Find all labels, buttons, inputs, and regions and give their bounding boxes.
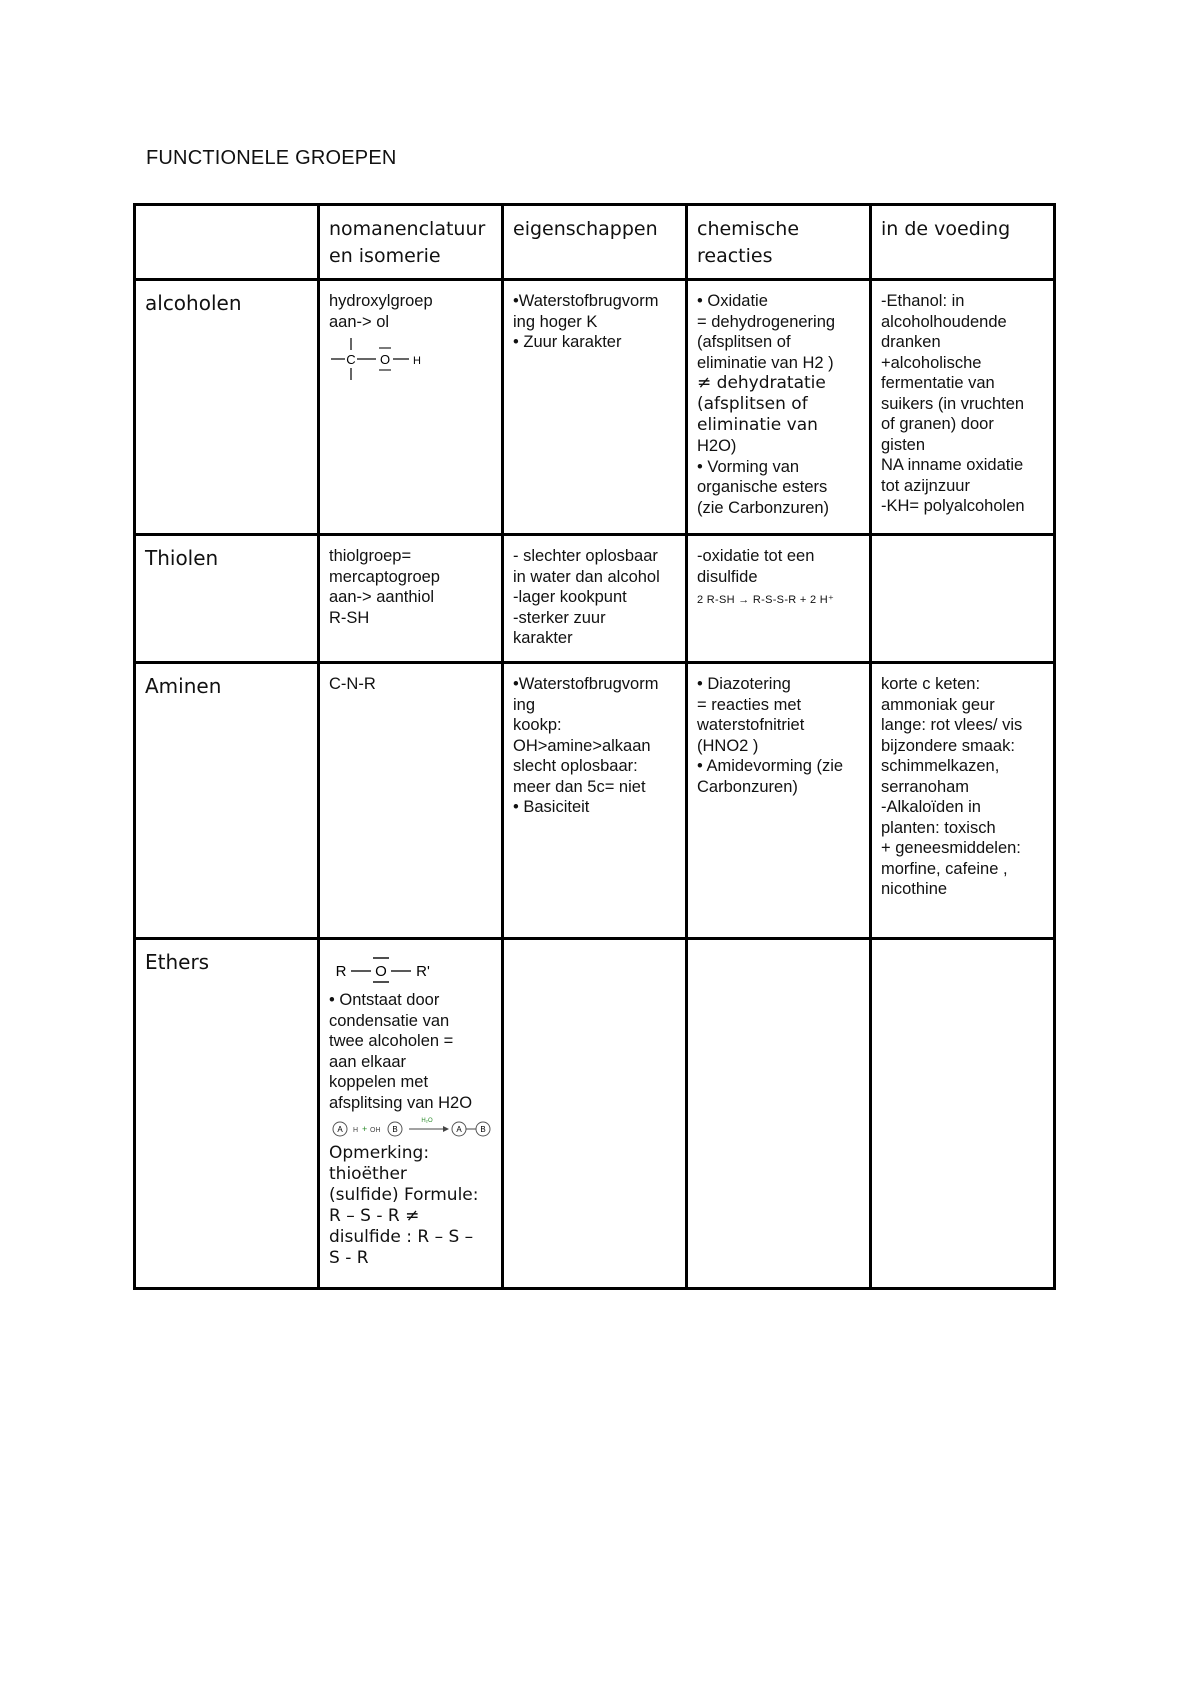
reactions-cell [687, 535, 871, 663]
formula-text: O [375, 963, 387, 980]
cell-text: (zie Carbonzuren) [697, 498, 830, 517]
cell-text: -Ethanol: in [881, 292, 965, 310]
cell-text: -lager kookpunt [513, 588, 627, 606]
header-nomenclature [319, 205, 503, 280]
properties-cell [503, 939, 687, 1289]
cell-text: aan elkaar [329, 1052, 407, 1071]
table-row [135, 939, 1055, 1289]
cell-text: OH>amine>alkaan [513, 736, 651, 755]
cell-text: = reacties met [697, 695, 802, 714]
properties-cell [503, 280, 687, 535]
nomenclature-cell [319, 280, 503, 535]
cell-text: gisten [881, 435, 926, 454]
cell-text: Opmerking: [329, 1143, 430, 1163]
header-text: eigenschappen [513, 218, 658, 240]
hydroxyl-structure-formula [329, 334, 439, 382]
svg-text:+: + [362, 1124, 368, 1134]
formula-text: O [379, 352, 391, 367]
ether-structure-formula [329, 952, 449, 986]
cell-text: organische esters [697, 478, 828, 496]
scheme-text: B [480, 1125, 486, 1134]
cell-text: • Zuur karakter [513, 333, 622, 351]
cell-text: eliminatie van H2 ) [697, 353, 834, 372]
formula-text: C [346, 352, 356, 367]
cell-text: R-SH [329, 608, 370, 627]
cell-text: thiolgroep= [329, 547, 412, 565]
scheme-text: B [392, 1125, 398, 1134]
cell-text: + geneesmiddelen: [881, 839, 1021, 857]
header-text: en isomerie [329, 245, 441, 267]
cell-text: • Vorming van [697, 457, 800, 476]
cell-text: ≠ dehydratatie [697, 373, 826, 393]
cell-text: condensatie van [329, 1011, 450, 1030]
cell-text: (HNO2 ) [697, 736, 759, 755]
scheme-text: H [353, 1127, 359, 1134]
cell-text: mercaptogroep [329, 567, 440, 586]
header-text: reacties [697, 245, 773, 267]
cell-text: waterstofnitriet [697, 716, 805, 734]
reactions-cell [687, 939, 871, 1289]
cell-text: lange: rot vlees/ vis [881, 716, 1023, 734]
cell-text: serranoham [881, 777, 970, 796]
scheme-text: OH [370, 1127, 381, 1134]
cell-text: C-N-R [329, 675, 376, 693]
cell-text: dranken [881, 333, 941, 351]
cell-text: morfine, cafeine , [881, 859, 1008, 878]
cell-text: eliminatie van [697, 415, 818, 435]
nomenclature-cell [319, 663, 503, 939]
condensation-scheme [329, 1115, 494, 1139]
header-properties [503, 205, 687, 280]
table-row [135, 535, 1055, 663]
header-empty-cell [135, 205, 319, 280]
cell-text: disulfide [697, 567, 758, 586]
functional-groups-table [133, 203, 1056, 1290]
cell-text: H2O) [697, 437, 737, 455]
reactions-cell [687, 280, 871, 535]
nomenclature-cell [319, 535, 503, 663]
cell-text: twee alcoholen = [329, 1032, 454, 1050]
cell-text: kookp: [513, 716, 562, 734]
cell-text: meer dan 5c= niet [513, 777, 646, 796]
cell-text: • Ontstaat door [329, 991, 440, 1009]
cell-text: (afsplitsen of [697, 394, 808, 414]
cell-text: Carbonzuren) [697, 777, 798, 796]
cell-text: -KH= polyalcoholen [881, 497, 1025, 515]
cell-text: • Basiciteit [513, 798, 590, 816]
cell-text: fermentatie van [881, 374, 995, 392]
cell-text: in water dan alcohol [513, 567, 660, 586]
cell-text: alcoholhoudende [881, 312, 1007, 331]
cell-text: • Amidevorming (zie [697, 757, 844, 775]
cell-text: karakter [513, 629, 573, 647]
cell-text: •Waterstofbrugvorm [513, 675, 659, 693]
cell-text: • Diazotering [697, 675, 791, 693]
cell-text: afsplitsing van H2O [329, 1093, 473, 1112]
cell-text: -sterker zuur [513, 608, 606, 627]
cell-text: R – S - R ≠ [329, 1206, 420, 1226]
document-title: FUNCTIONELE GROEPEN [146, 147, 397, 169]
formula-text: H [413, 355, 421, 367]
cell-text: planten: toxisch [881, 818, 996, 837]
cell-text: NA inname oxidatie [881, 456, 1024, 474]
header-row [135, 205, 1055, 280]
cell-text: - slechter oplosbaar [513, 547, 658, 565]
row-label: alcoholen [135, 280, 319, 535]
cell-text: (afsplitsen of [697, 333, 791, 351]
cell-text: thioëther [329, 1164, 407, 1184]
cell-text: hydroxylgroep [329, 292, 433, 310]
row-label: Thiolen [135, 535, 319, 663]
scheme-text: A [337, 1125, 343, 1134]
cell-text: •Waterstofbrugvorm [513, 292, 659, 310]
cell-text: nicothine [881, 880, 948, 898]
food-cell [871, 939, 1055, 1289]
cell-text: ing hoger K [513, 312, 598, 331]
cell-text: disulfide : R – S – [329, 1227, 474, 1247]
reactions-cell [687, 663, 871, 939]
row-label: Ethers [135, 939, 319, 1289]
reaction-equation: 2 R-SH → R-S-S-R + 2 H⁺ [697, 594, 835, 606]
cell-text: ing [513, 695, 536, 714]
scheme-text: H₂O [421, 1118, 433, 1124]
cell-text: tot azijnzuur [881, 476, 970, 495]
header-text: in de voeding [881, 218, 1011, 240]
cell-text: slecht oplosbaar: [513, 757, 638, 775]
cell-text: aan-> ol [329, 312, 390, 331]
food-cell [871, 535, 1055, 663]
cell-text: (sulfide) Formule: [329, 1185, 479, 1205]
cell-text: S - R [329, 1248, 369, 1268]
cell-text: -Alkaloïden in [881, 798, 981, 816]
scheme-text: A [456, 1125, 462, 1134]
header-text: nomanenclatuur [329, 218, 486, 240]
properties-cell [503, 535, 687, 663]
cell-text: schimmelkazen, [881, 757, 1000, 775]
cell-text: korte c keten: [881, 675, 981, 693]
header-food [871, 205, 1055, 280]
formula-text: R' [416, 963, 430, 980]
food-cell [871, 663, 1055, 939]
cell-text: = dehydrogenering [697, 312, 836, 331]
nomenclature-cell [319, 939, 503, 1289]
cell-text: of granen) door [881, 415, 994, 433]
properties-cell [503, 663, 687, 939]
header-reactions [687, 205, 871, 280]
cell-text: • Oxidatie [697, 292, 768, 310]
cell-text: ammoniak geur [881, 695, 995, 714]
cell-text: bijzondere smaak: [881, 736, 1015, 755]
table-row [135, 663, 1055, 939]
cell-text: aan-> aanthiol [329, 588, 435, 606]
row-label: Aminen [135, 663, 319, 939]
table-row [135, 280, 1055, 535]
header-text: chemische [697, 218, 800, 240]
food-cell [871, 280, 1055, 535]
formula-text: R [335, 963, 347, 980]
cell-text: koppelen met [329, 1073, 429, 1091]
cell-text: suikers (in vruchten [881, 394, 1025, 413]
cell-text: +alcoholische [881, 353, 982, 372]
cell-text: -oxidatie tot een [697, 547, 815, 565]
